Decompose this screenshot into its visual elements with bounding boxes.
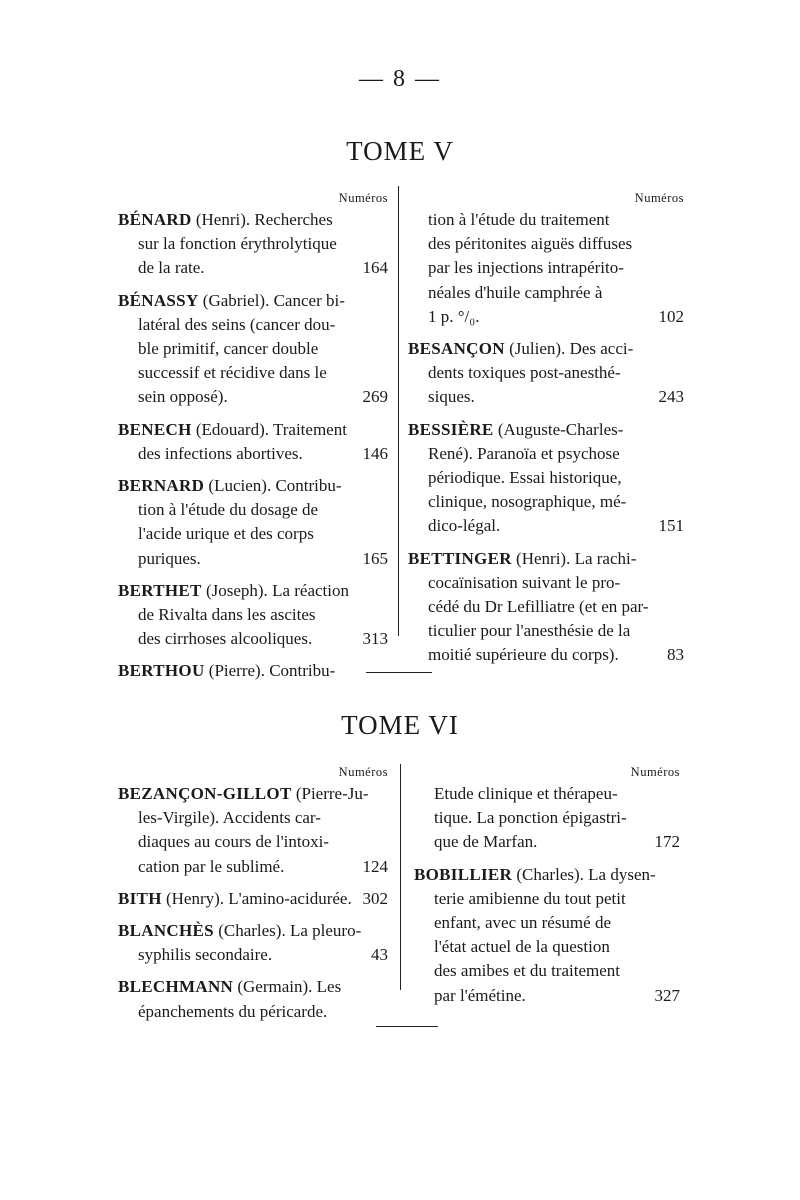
entry-text: des péritonites aiguës diffuses: [428, 234, 633, 254]
entry-text: les-Virgile). Accidents car-: [138, 808, 321, 828]
entry-text: dico-légal.: [428, 516, 501, 536]
entry-line: [408, 643, 684, 667]
entry-line: [408, 361, 684, 385]
author-firstname: (Charles).: [516, 864, 584, 884]
entry-text: tion à l'étude du dosage de: [138, 500, 319, 520]
entry-number: 151: [658, 516, 684, 536]
numeros-label: Numéros: [338, 191, 388, 205]
entry-line: [118, 579, 388, 603]
column-divider: [398, 186, 399, 636]
entry-line: [408, 281, 684, 305]
entry-text: épanchements du péricarde.: [138, 1001, 328, 1021]
entry-text: par les injections intrapérito-: [428, 258, 624, 278]
entry-line: [408, 385, 684, 409]
numeros-label: Numéros: [338, 765, 388, 779]
entry-number: 146: [362, 443, 388, 463]
index-entry: [118, 208, 388, 281]
entry-line: [118, 361, 388, 385]
author-name: BERTHOU: [118, 661, 205, 681]
entry-line: [414, 911, 680, 935]
entry-line: [118, 943, 388, 967]
entry-line: [408, 256, 684, 280]
entry-line: [118, 385, 388, 409]
entry-text: des infections abortives.: [138, 443, 303, 463]
entry-text: des amibes et du traitement: [434, 961, 620, 981]
entry-line: [118, 498, 388, 522]
entry-line: [408, 442, 684, 466]
author-name: BEZANÇON-GILLOT: [118, 784, 292, 803]
tome-5-left-column: [118, 190, 388, 692]
entry-text: sein opposé).: [138, 387, 228, 407]
entry-number: 302: [362, 888, 388, 908]
entry-text: syphilis secondaire.: [138, 945, 273, 965]
entry-text: diaques au cours de l'intoxi-: [138, 832, 329, 852]
entry-line: [408, 208, 684, 232]
entry-line: [118, 337, 388, 361]
entry-number: 313: [362, 629, 388, 649]
entry-line: [414, 830, 680, 854]
entry-text: néales d'huile camphrée à: [428, 282, 603, 302]
entry-text: tique. La ponction épigastri-: [434, 808, 627, 828]
entry-number: 172: [654, 832, 680, 852]
index-entry: [118, 474, 388, 571]
entry-number: 243: [658, 387, 684, 407]
entry-text: dents toxiques post-anesthé-: [428, 363, 621, 383]
entry-line: [118, 806, 388, 830]
author-firstname: (Joseph).: [205, 580, 268, 600]
entry-line: [414, 935, 680, 959]
author-name: BLANCHÈS: [118, 921, 214, 941]
entry-line: [118, 887, 388, 911]
tome-6-left-column: [118, 764, 388, 1032]
author-firstname: (Charles).: [218, 921, 286, 941]
entry-text: latéral des seins (cancer dou-: [138, 314, 336, 334]
author-firstname: (Edouard).: [195, 419, 270, 439]
tome-6-title: TOME VI: [341, 710, 459, 740]
author-firstname: (Pierre).: [208, 661, 265, 681]
entry-text: Contribu-: [269, 661, 336, 681]
entry-line: [414, 959, 680, 983]
entry-line: [118, 547, 388, 571]
entry-text: de Rivalta dans les ascites: [138, 605, 316, 625]
entry-line: [414, 863, 680, 887]
entry-line: [408, 619, 684, 643]
author-firstname: (Germain).: [237, 977, 313, 997]
author-name: BÉNARD: [118, 210, 192, 229]
entry-text: Recherches: [254, 210, 333, 229]
entry-text: successif et récidive dans le: [138, 363, 327, 383]
entry-number: 43: [371, 945, 388, 965]
column-divider: [400, 764, 401, 990]
author-name: BLECHMANN: [118, 977, 234, 997]
author-name: BESANÇON: [408, 339, 505, 359]
entry-line: [118, 627, 388, 651]
entry-text: ticulier pour l'anesthésie de la: [428, 621, 631, 641]
entry-text: Traitement: [272, 419, 347, 439]
index-entry: [118, 782, 388, 879]
entry-text: moitié supérieure du corps).: [428, 645, 619, 665]
index-entry: [118, 975, 388, 1023]
entry-number: 102: [658, 306, 684, 326]
author-name: BETTINGER: [408, 548, 512, 568]
entry-line: [118, 522, 388, 546]
index-entry: [414, 863, 680, 1008]
entry-line: [118, 256, 388, 280]
entry-text: des cirrhoses alcooliques.: [138, 629, 313, 649]
entry-text: l'acide urique et des corps: [138, 524, 314, 544]
author-name: BOBILLIER: [414, 864, 513, 884]
entry-text: siques.: [428, 387, 475, 407]
author-name: BERNARD: [118, 476, 205, 496]
entry-line: [118, 208, 388, 232]
index-entry: [408, 208, 684, 329]
entry-line: [414, 806, 680, 830]
index-entry: [118, 289, 388, 410]
entry-number: 164: [362, 258, 388, 278]
entry-line: [408, 595, 684, 619]
author-name: BERTHET: [118, 580, 202, 600]
index-entry: [414, 782, 680, 855]
entry-line: [118, 474, 388, 498]
entry-text: L'amino-acidurée.: [228, 888, 352, 908]
entry-line: [118, 289, 388, 313]
tome-5-right-column: [408, 190, 684, 676]
entry-text: La pleuro-: [289, 921, 362, 941]
index-entry: [408, 418, 684, 539]
author-firstname: (Gabriel).: [202, 290, 270, 310]
entry-text: ble primitif, cancer double: [138, 339, 319, 359]
entry-number: 327: [654, 985, 680, 1005]
entry-line: [118, 975, 388, 999]
entry-line: [118, 782, 388, 806]
entry-text: René). Paranoïa et psychose: [428, 443, 620, 463]
entry-text: La réaction: [272, 580, 349, 600]
tome-6-right-column: [414, 764, 680, 1016]
entry-text: La dysen-: [588, 864, 656, 884]
author-name: BÉNASSY: [118, 290, 199, 310]
entry-number: 124: [362, 856, 388, 876]
entry-line: [408, 305, 684, 329]
entry-line: [118, 313, 388, 337]
index-entry: [118, 919, 388, 967]
entry-line: [414, 887, 680, 911]
entry-text: cation par le sublimé.: [138, 856, 285, 876]
page-number: — 8 —: [359, 66, 441, 92]
author-firstname: (Henry).: [165, 888, 225, 908]
entry-line: [408, 232, 684, 256]
index-entry: [118, 579, 388, 652]
entry-line: [408, 337, 684, 361]
entry-line: [408, 514, 684, 538]
entry-line: [118, 830, 388, 854]
entry-line: [118, 603, 388, 627]
index-entry: [118, 659, 388, 683]
entry-line: [408, 547, 684, 571]
entry-text: clinique, nosographique, mé-: [428, 492, 627, 512]
author-firstname: (Henri).: [516, 548, 571, 568]
entry-text: Contribu-: [275, 476, 342, 496]
entry-text: terie amibienne du tout petit: [434, 888, 626, 908]
entry-text: Etude clinique et thérapeu-: [434, 784, 618, 803]
numeros-label: Numéros: [634, 191, 684, 205]
author-firstname: (Pierre-Ju-: [295, 784, 369, 803]
entry-text: Les: [316, 977, 342, 997]
entry-line: [408, 571, 684, 595]
entry-line: [414, 984, 680, 1008]
entry-text: puriques.: [138, 548, 201, 568]
entry-line: [118, 919, 388, 943]
entry-text: périodique. Essai historique,: [428, 468, 622, 488]
index-entry: [408, 547, 684, 668]
tome-5-title: TOME V: [346, 136, 454, 166]
entry-line: [118, 232, 388, 256]
author-firstname: (Auguste-Charles-: [497, 419, 624, 439]
entry-text: La rachi-: [574, 548, 637, 568]
author-name: BITH: [118, 888, 162, 908]
entry-line: [408, 490, 684, 514]
entry-line: [118, 418, 388, 442]
entry-text: Cancer bi-: [273, 290, 345, 310]
index-entry: [408, 337, 684, 410]
entry-number: 165: [362, 548, 388, 568]
index-entry: [118, 418, 388, 466]
entry-line: [118, 1000, 388, 1024]
index-entry: [118, 887, 388, 911]
entry-line: [408, 418, 684, 442]
entry-text: sur la fonction érythrolytique: [138, 234, 337, 254]
entry-line: [118, 659, 388, 683]
entry-text: Des acci-: [569, 339, 634, 359]
entry-text: l'état actuel de la question: [434, 937, 610, 957]
entry-number: 269: [362, 387, 388, 407]
entry-text: de la rate.: [138, 258, 205, 278]
entry-text: que de Marfan.: [434, 832, 538, 852]
entry-text: enfant, avec un résumé de: [434, 913, 611, 933]
author-firstname: (Henri).: [195, 210, 251, 229]
author-firstname: (Julien).: [509, 339, 566, 359]
entry-line: [414, 782, 680, 806]
numeros-label: Numéros: [630, 765, 680, 779]
author-name: BENECH: [118, 419, 192, 439]
entry-text: cocaïnisation suivant le pro-: [428, 572, 621, 592]
author-name: BESSIÈRE: [408, 419, 494, 439]
entry-text: cédé du Dr Lefilliatre (et en par-: [428, 597, 649, 617]
entry-text: par l'émétine.: [434, 985, 526, 1005]
section-separator: [366, 672, 432, 673]
entry-line: [118, 855, 388, 879]
entry-text: tion à l'étude du traitement: [428, 210, 610, 229]
author-firstname: (Lucien).: [208, 476, 272, 496]
entry-number: 83: [667, 645, 684, 665]
entry-text: 1 p. °/₀.: [428, 306, 480, 326]
entry-line: [118, 442, 388, 466]
section-separator: [376, 1026, 438, 1027]
entry-line: [408, 466, 684, 490]
